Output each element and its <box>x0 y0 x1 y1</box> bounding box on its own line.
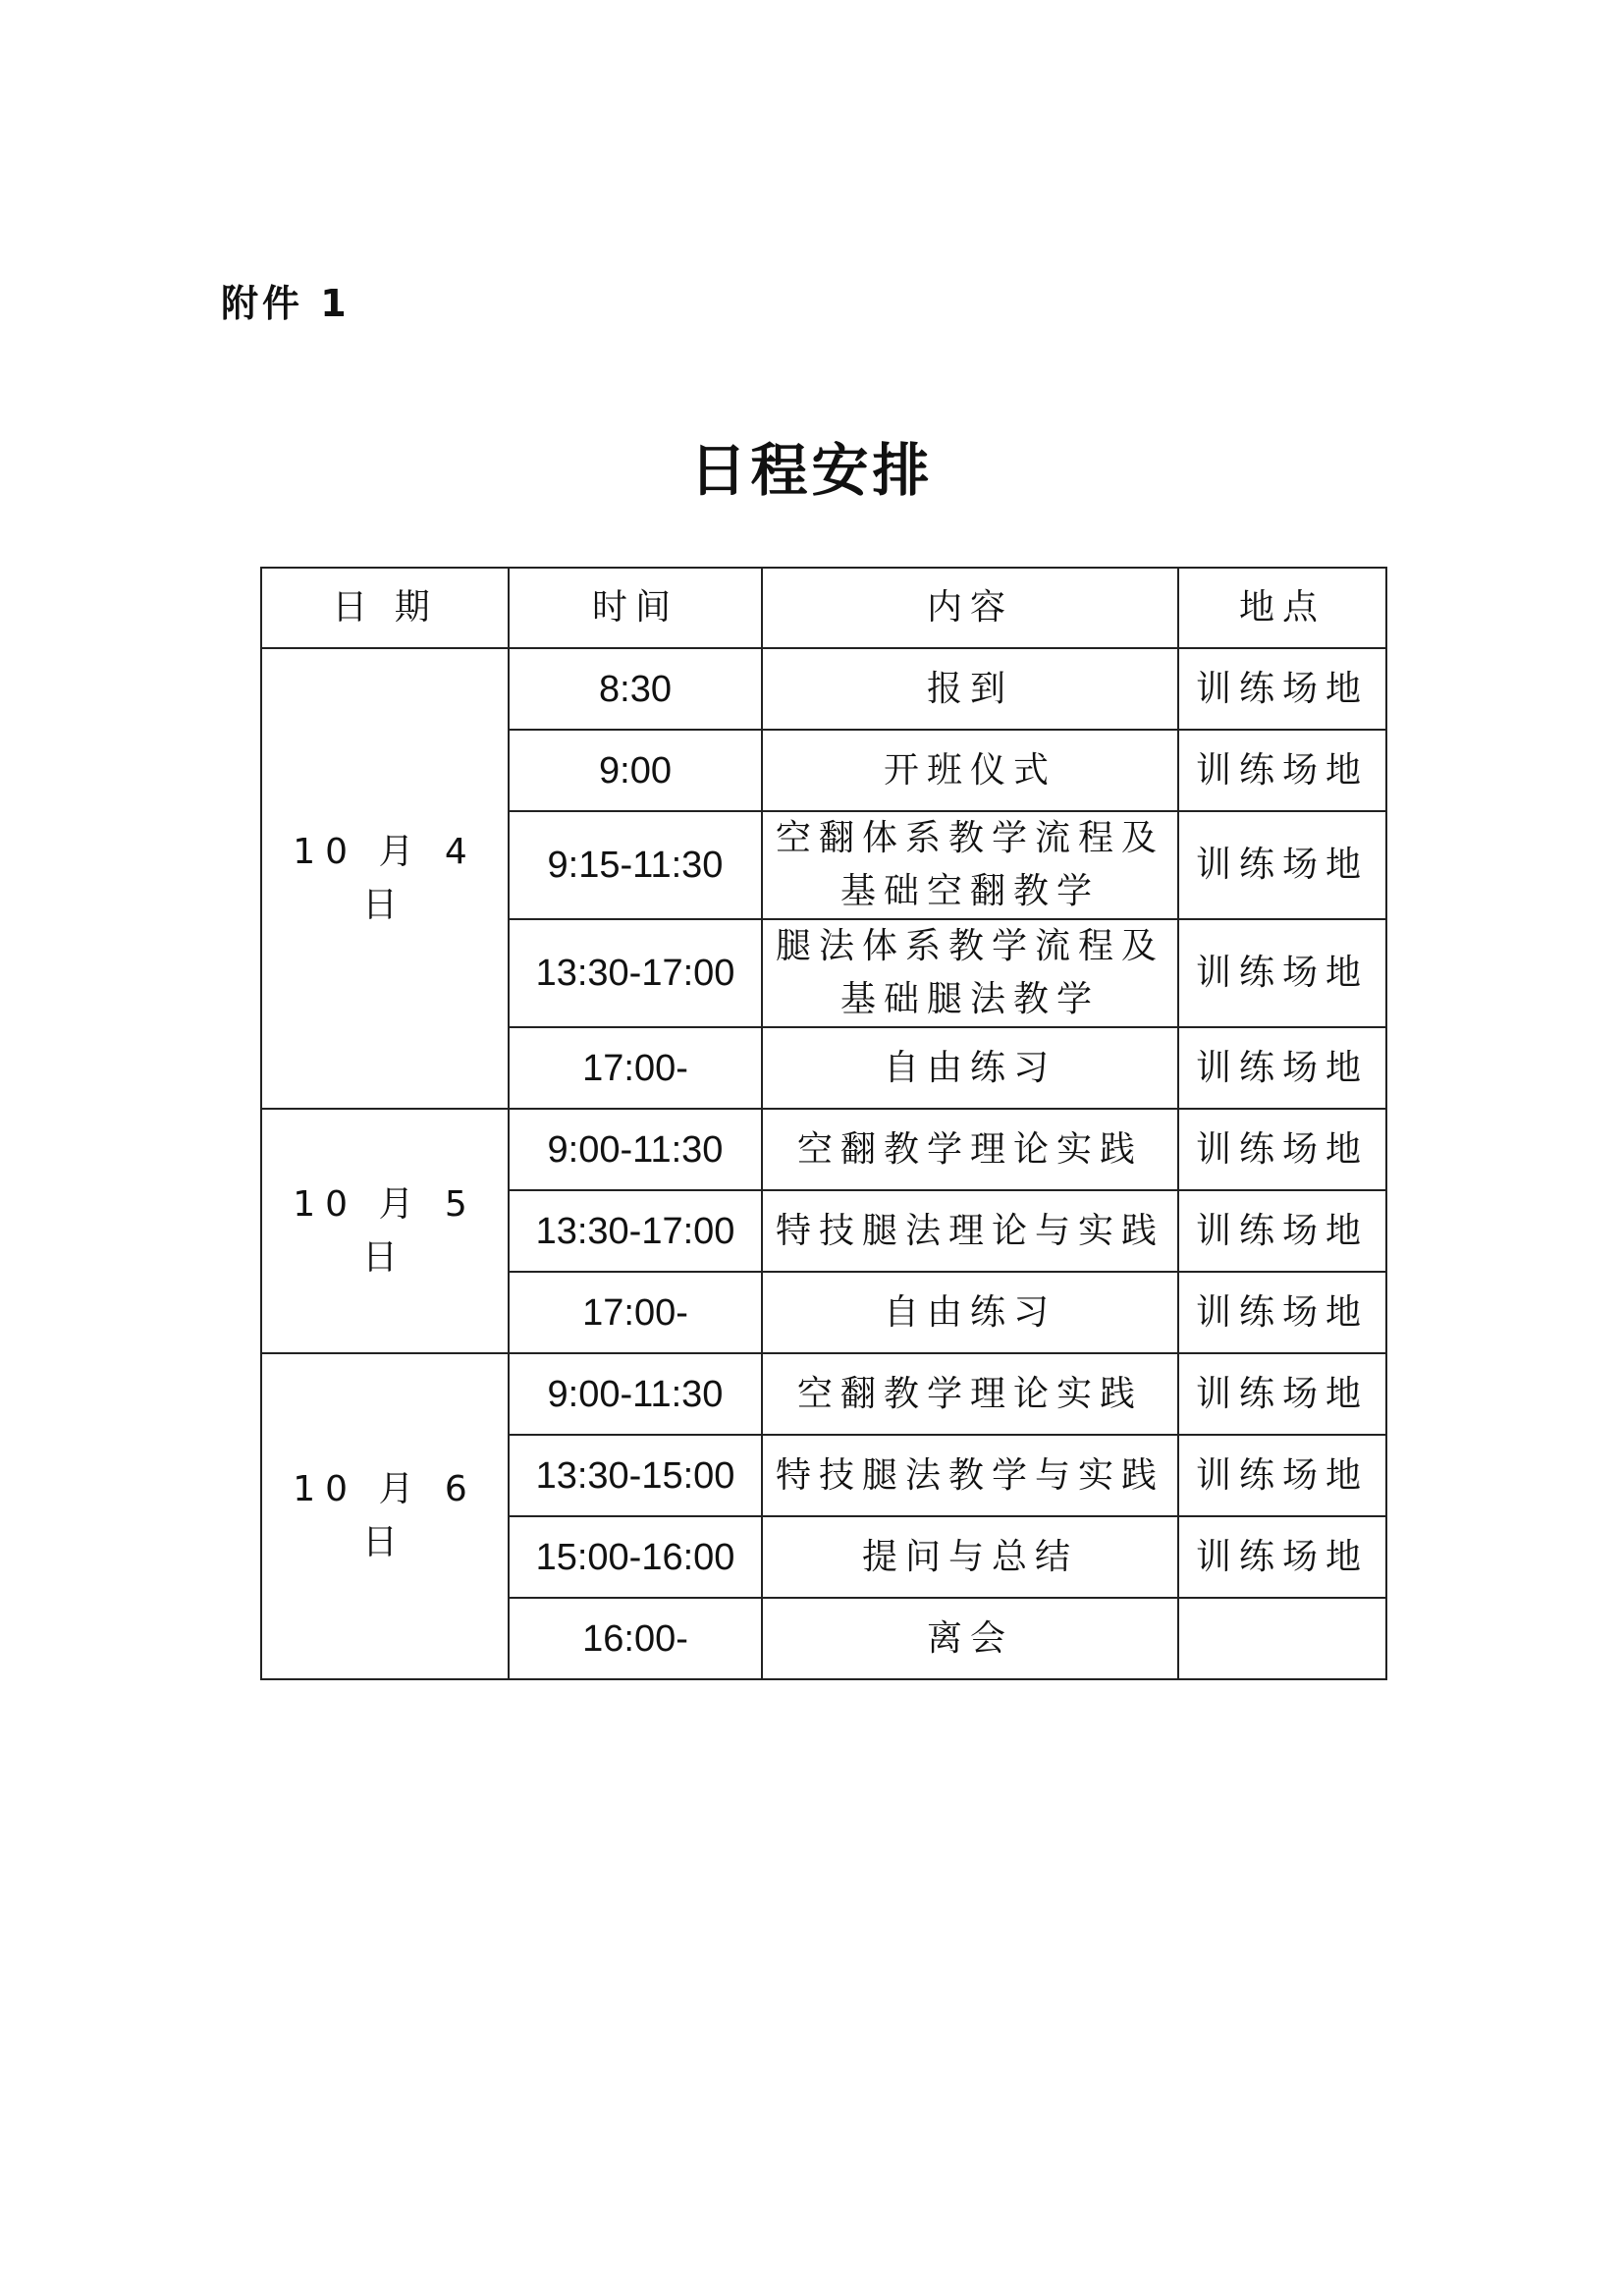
table-row <box>261 1353 1386 1435</box>
location-cell: 训练场地 <box>1178 919 1386 1027</box>
time-cell: 13:30-17:00 <box>509 919 762 1027</box>
date-cell: 10 月 5 日 <box>261 1109 509 1353</box>
content-cell <box>762 811 1178 919</box>
table-row <box>261 1109 1386 1190</box>
date-cell: 10 月 4 日 <box>261 648 509 1109</box>
location-cell: 训练场地 <box>1178 1435 1386 1516</box>
location-cell: 训练场地 <box>1178 1516 1386 1598</box>
location-cell: 训练场地 <box>1178 1272 1386 1353</box>
time-cell: 15:00-16:00 <box>509 1516 762 1598</box>
content-cell: 自由练习 <box>762 1272 1178 1353</box>
table-header-row <box>261 568 1386 648</box>
time-cell: 9:00 <box>509 730 762 811</box>
table-row <box>261 648 1386 730</box>
content-cell: 空翻教学理论实践 <box>762 1353 1178 1435</box>
content-cell: 特技腿法教学与实践 <box>762 1435 1178 1516</box>
location-cell <box>1178 1598 1386 1679</box>
content-cell <box>762 919 1178 1027</box>
content-line: 腿法体系教学流程及 <box>775 926 1164 966</box>
time-cell: 13:30-15:00 <box>509 1435 762 1516</box>
location-cell: 训练场地 <box>1178 648 1386 730</box>
content-cell: 开班仪式 <box>762 730 1178 811</box>
header-date: 日 期 <box>261 568 509 648</box>
content-cell: 提问与总结 <box>762 1516 1178 1598</box>
location-cell: 训练场地 <box>1178 811 1386 919</box>
date-cell: 10 月 6 日 <box>261 1353 509 1679</box>
content-cell: 特技腿法理论与实践 <box>762 1190 1178 1272</box>
location-cell: 训练场地 <box>1178 1109 1386 1190</box>
location-cell: 训练场地 <box>1178 1190 1386 1272</box>
time-cell: 9:00-11:30 <box>509 1109 762 1190</box>
time-cell: 9:15-11:30 <box>509 811 762 919</box>
content-cell: 自由练习 <box>762 1027 1178 1109</box>
time-cell: 8:30 <box>509 648 762 730</box>
content-cell: 报到 <box>762 648 1178 730</box>
document-title: 日程安排 <box>689 437 934 504</box>
header-location: 地点 <box>1178 568 1386 648</box>
schedule-table <box>260 567 1387 1680</box>
content-line: 基础腿法教学 <box>839 979 1100 1019</box>
content-line: 基础空翻教学 <box>839 871 1100 911</box>
time-cell: 16:00- <box>509 1598 762 1679</box>
time-cell: 13:30-17:00 <box>509 1190 762 1272</box>
attachment-label: 附件 1 <box>221 282 351 325</box>
time-cell: 17:00- <box>509 1272 762 1353</box>
time-cell: 17:00- <box>509 1027 762 1109</box>
location-cell: 训练场地 <box>1178 730 1386 811</box>
header-content: 内容 <box>762 568 1178 648</box>
time-cell: 9:00-11:30 <box>509 1353 762 1435</box>
content-cell: 离会 <box>762 1598 1178 1679</box>
content-cell: 空翻教学理论实践 <box>762 1109 1178 1190</box>
content-line: 空翻体系教学流程及 <box>775 818 1164 858</box>
location-cell: 训练场地 <box>1178 1353 1386 1435</box>
header-time: 时间 <box>509 568 762 648</box>
location-cell: 训练场地 <box>1178 1027 1386 1109</box>
